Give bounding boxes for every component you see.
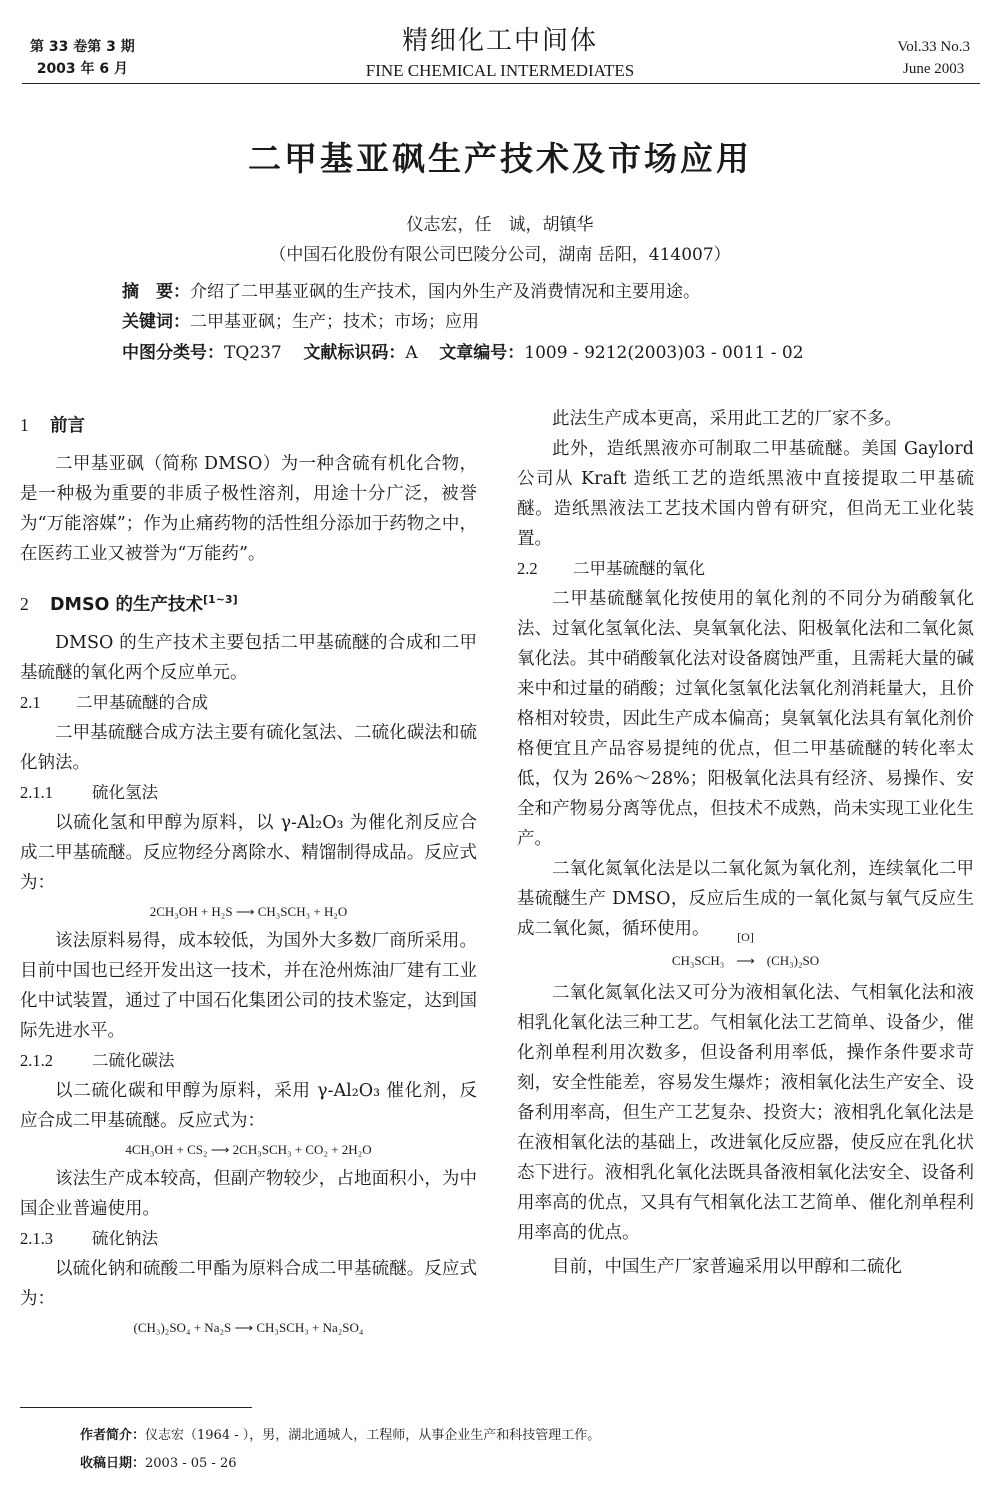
author-bio-label: 作者简介： xyxy=(80,1428,146,1443)
header-divider xyxy=(22,83,980,84)
keywords-label: 关键词： xyxy=(122,312,190,332)
subsubsection-number: 2.1.3 xyxy=(20,1228,53,1248)
footnote-divider xyxy=(20,1407,252,1408)
issue-info-en xyxy=(897,36,970,80)
subsubsection-heading xyxy=(20,778,477,808)
volume-cn: 第 33 卷第 3 期 xyxy=(30,39,135,55)
paragraph: 二甲基硫醚合成方法主要有硫化氢法、二硫化碳法和硫化钠法。 xyxy=(20,722,477,773)
article-affiliation: （中国石化股份有限公司巴陵分公司，湖南 岳阳，414007） xyxy=(269,245,731,265)
subsection-number: 2.1 xyxy=(20,692,41,712)
reaction-arrow-icon: ⟶ xyxy=(736,953,755,968)
paragraph: 二氧化氮氧化法又可分为液相氧化法、气相氧化法和液相乳化氧化法三种工艺。气相氧化法工艺简单、设备少，催化剂单程利用次数多，但设备利用率低，操作条件要求苛刻，安全性能差，容易发生爆炸；液相氧化法生产安全、设备利用率高，但生产工艺复杂、投资大；液相乳化氧化法是在液相氧化法的基础上，改进氧化反应器，使反应在乳化状态下进行。液相乳化氧化法既具备液相氧化法安全、设备利用率高的优点，又具有气相氧化法工艺简单、催化剂单程利用率高的优点。 xyxy=(517,983,974,1243)
paragraph: DMSO 的生产技术主要包括二甲基硫醚的合成和二甲基硫醚的氧化两个反应单元。 xyxy=(20,632,477,683)
date-en: June 2003 xyxy=(903,61,965,77)
paragraph: 二甲基亚砜（简称 DMSO）为一种含硫有机化合物，是一种极为重要的非质子极性溶剂，用途十分广泛，被誉为“万能溶媒”；作为止痛药物的活性组分添加于药物之中，在医药工业又被誉为“万能药”。 xyxy=(20,454,477,564)
section-heading xyxy=(20,410,477,441)
journal-name-cn: 精细化工中间体 xyxy=(401,26,598,56)
abstract xyxy=(122,280,922,304)
author-bio-text: 仪志宏（1964 - ），男，湖北通城人，工程师，从事企业生产和科技管理工作。 xyxy=(145,1428,601,1443)
reaction-equation: 4CH₃OH + CS₂ ⟶ 2CH₃SCH₃ + CO₂ + 2H₂O xyxy=(125,1141,372,1157)
author-bio xyxy=(80,1426,600,1446)
clc-value: TQ237 xyxy=(224,343,282,363)
section-number: 1 xyxy=(20,415,29,435)
paragraph: 二氧化氮氧化法是以二氧化氮为氧化剂，连续氧化二甲基硫醚生产 DMSO，反应后生成的一氧化氮与氧气反应生成二氧化氮，循环使用。 xyxy=(517,859,974,939)
subsubsection-number: 2.1.2 xyxy=(20,1050,53,1070)
paragraph: 以二硫化碳和甲醇为原料，采用 γ-Al₂O₃ 催化剂，反应合成二甲基硫醚。反应式为： xyxy=(20,1080,477,1131)
doc-code-label: 文献标识码： xyxy=(303,343,406,363)
section-title: DMSO 的生产技术 xyxy=(50,594,204,615)
doc-code-value: A xyxy=(405,343,418,363)
journal-name-en: FINE CHEMICAL INTERMEDIATES xyxy=(365,61,635,80)
subsubsection-heading xyxy=(20,1046,477,1076)
subsubsection-number: 2.1.1 xyxy=(20,782,53,802)
reaction-equation: 2CH₃OH + H₂S ⟶ CH₃SCH₃ + H₂O xyxy=(149,903,348,919)
subsection-heading xyxy=(20,688,477,718)
left-column xyxy=(20,404,477,1342)
paragraph: 该法原料易得，成本较低，为国外大多数厂商所采用。目前中国也已经开发出这一技术，并在沧州炼油厂建有工业化中试装置，通过了中国石化集团公司的技术鉴定，达到国际先进水平。 xyxy=(20,930,477,1041)
subsection-heading xyxy=(517,554,974,584)
keywords-text: 二甲基亚砜；生产；技术；市场；应用 xyxy=(190,312,479,332)
subsubsection-title: 二硫化碳法 xyxy=(92,1050,175,1070)
eq-reactant: CH₃SCH₃ xyxy=(671,953,725,968)
paragraph: 二甲基硫醚氧化按使用的氧化剂的不同分为硝酸氧化法、过氧化氢氧化法、臭氧氧化法、阳极氧化法和二氧化氮氧化法。其中硝酸氧化法对设备腐蚀严重，且需耗大量的碱来中和过量的硝酸；过氧化氢氧化法氧化剂消耗量大，且价格相对较贵，因此生产成本偏高；臭氧氧化法具有氧化剂价格便宜且产品容易提纯的优点，但二甲基硫醚的转化率太低，仅为 26%～28%；阳极氧化法具有经济、易操作、安全和产物易分离等优点，但技术不成熟，尚未实现工业化生产。 xyxy=(517,589,974,849)
received-date xyxy=(80,1454,237,1474)
paragraph: 目前，中国生产厂家普遍采用以甲醇和二硫化 xyxy=(552,1257,902,1277)
section-heading xyxy=(20,585,477,620)
article-no-value: 1009 - 9212(2003)03 - 0011 - 02 xyxy=(524,343,804,363)
reference-marker: [1~3] xyxy=(203,593,238,606)
date-cn: 2003 年 6 月 xyxy=(36,61,129,77)
article-no-label: 文章编号： xyxy=(439,343,525,363)
subsection-title: 二甲基硫醚的合成 xyxy=(76,692,208,712)
subsection-title: 二甲基硫醚的氧化 xyxy=(573,559,705,578)
paragraph: 该法生产成本较高，但副产物较少，占地面积小，为中国企业普遍使用。 xyxy=(20,1168,477,1219)
eq-arrow-label: [O] xyxy=(737,930,754,944)
article-title: 二甲基亚砜生产技术及市场应用 xyxy=(248,139,752,178)
article-authors: 仪志宏，任 诚，胡镇华 xyxy=(406,215,594,235)
volume-en: Vol.33 No.3 xyxy=(897,39,970,55)
keywords xyxy=(122,310,922,334)
subsubsection-title: 硫化氢法 xyxy=(92,782,158,802)
right-column xyxy=(517,404,974,1282)
received-date-label: 收稿日期： xyxy=(80,1456,146,1471)
subsubsection-heading xyxy=(20,1224,477,1254)
paragraph: 此法生产成本更高，采用此工艺的厂家不多。 xyxy=(552,409,902,429)
section-number: 2 xyxy=(20,593,29,614)
subsection-number: 2.2 xyxy=(517,559,538,578)
abstract-text: 介绍了二甲基亚砜的生产技术，国内外生产及消费情况和主要用途。 xyxy=(190,282,700,302)
abstract-label: 摘 要： xyxy=(122,282,190,302)
oxidation-equation xyxy=(517,930,974,978)
eq-product: (CH₃)₂SO xyxy=(766,953,820,968)
paragraph: 以硫化钠和硫酸二甲酯为原料合成二甲基硫醚。反应式为： xyxy=(20,1258,477,1309)
subsubsection-title: 硫化钠法 xyxy=(92,1228,158,1248)
section-title: 前言 xyxy=(50,416,85,436)
journal-name xyxy=(0,24,1000,82)
paragraph: 以硫化氢和甲醇为原料，以 γ-Al₂O₃ 为催化剂反应合成二甲基硫醚。反应物经分离除水、精馏制得成品。反应式为： xyxy=(20,812,477,893)
clc-label: 中图分类号： xyxy=(122,343,224,363)
classification-line xyxy=(122,341,922,365)
paragraph: 此外，造纸黑液亦可制取二甲基硫醚。美国 Gaylord 公司从 Kraft 造纸工艺的造纸黑液中直接提取二甲基硫醚。造纸黑液法工艺技术国内曾有研究，但尚无工业化装置。 xyxy=(517,439,974,549)
reaction-equation: (CH₃)₂SO₄ + Na₂S ⟶ CH₃SCH₃ + Na₂SO₄ xyxy=(133,1319,364,1335)
received-date-value: 2003 - 05 - 26 xyxy=(145,1456,237,1471)
